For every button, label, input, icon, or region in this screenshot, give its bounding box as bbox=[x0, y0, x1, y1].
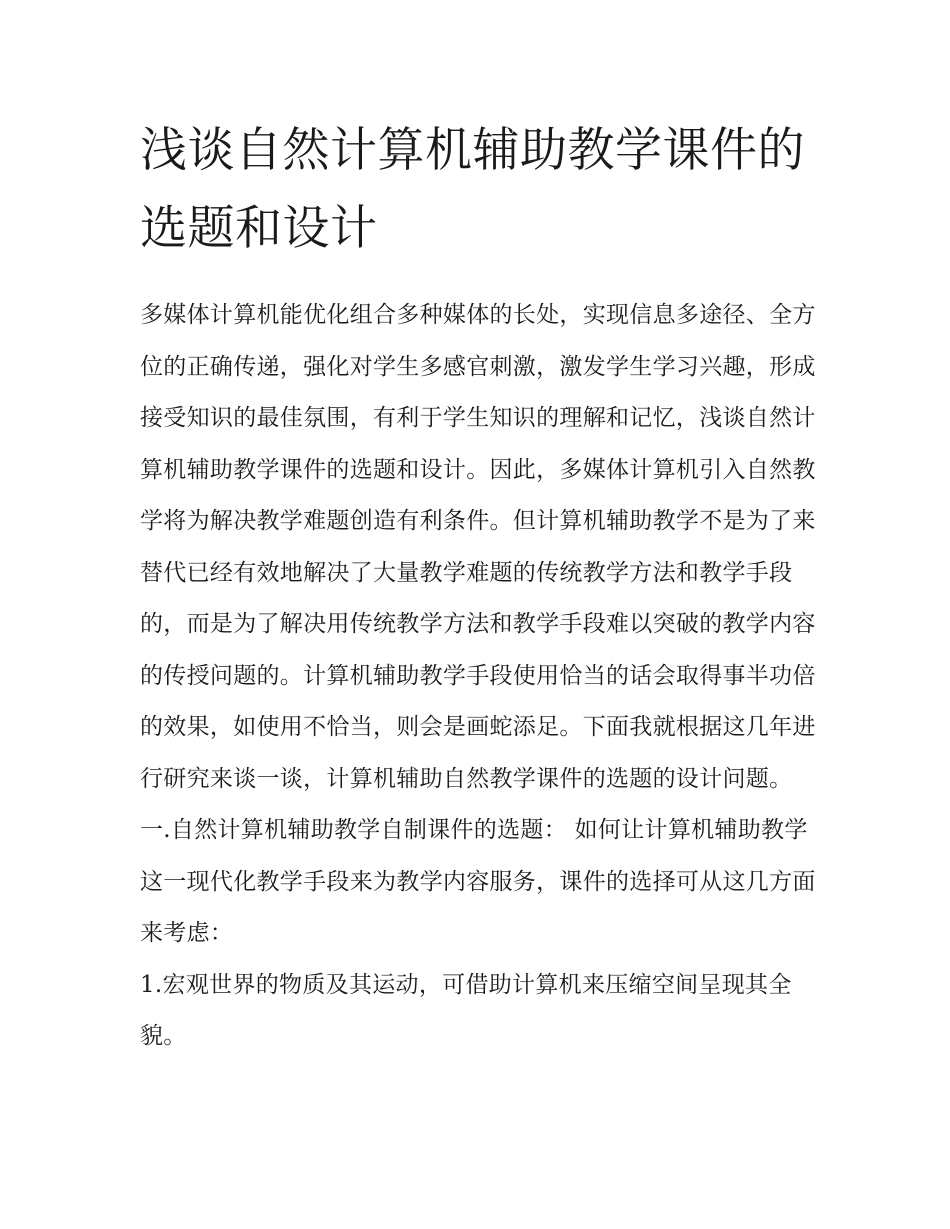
document-title: 浅谈自然计算机辅助教学课件的选题和设计 bbox=[140, 123, 805, 256]
paragraph-intro: 多媒体计算机能优化组合多种媒体的长处，实现信息多途径、全方位的正确传递，强化对学生多感官刺激，激发学生学习兴趣，形成接受知识的最佳氛围，有利于学生知识的理解和记忆，浅谈自然计算机辅助教学课件的选题和设计。因此，多媒体计算机引入自然教学将为解决教学难题创造有利条件。但计算机辅助教学不是为了来替代已经有效地解决了大量教学难题的传统教学方法和教学手段的，而是为了解决用传统教学方法和教学手段难以突破的教学内容的传授问题的。计算机辅助教学手段使用恰当的话会取得事半功倍的效果，如使用不恰当，则会是画蛇添足。下面我就根据这几年进行研究来谈一谈，计算机辅助自然教学课件的选题的设计问题。 bbox=[140, 302, 816, 792]
paragraph-item-one: 1.宏观世界的物质及其运动，可借助计算机来压缩空间呈现其全貌。 bbox=[140, 971, 792, 1049]
paragraph-section-one: 一.自然计算机辅助教学自制课件的选题： 如何让计算机辅助教学这一现代化教学手段来为教学内容服务，课件的选择可从这几方面来考虑： bbox=[140, 817, 816, 946]
document-body bbox=[140, 112, 820, 1063]
